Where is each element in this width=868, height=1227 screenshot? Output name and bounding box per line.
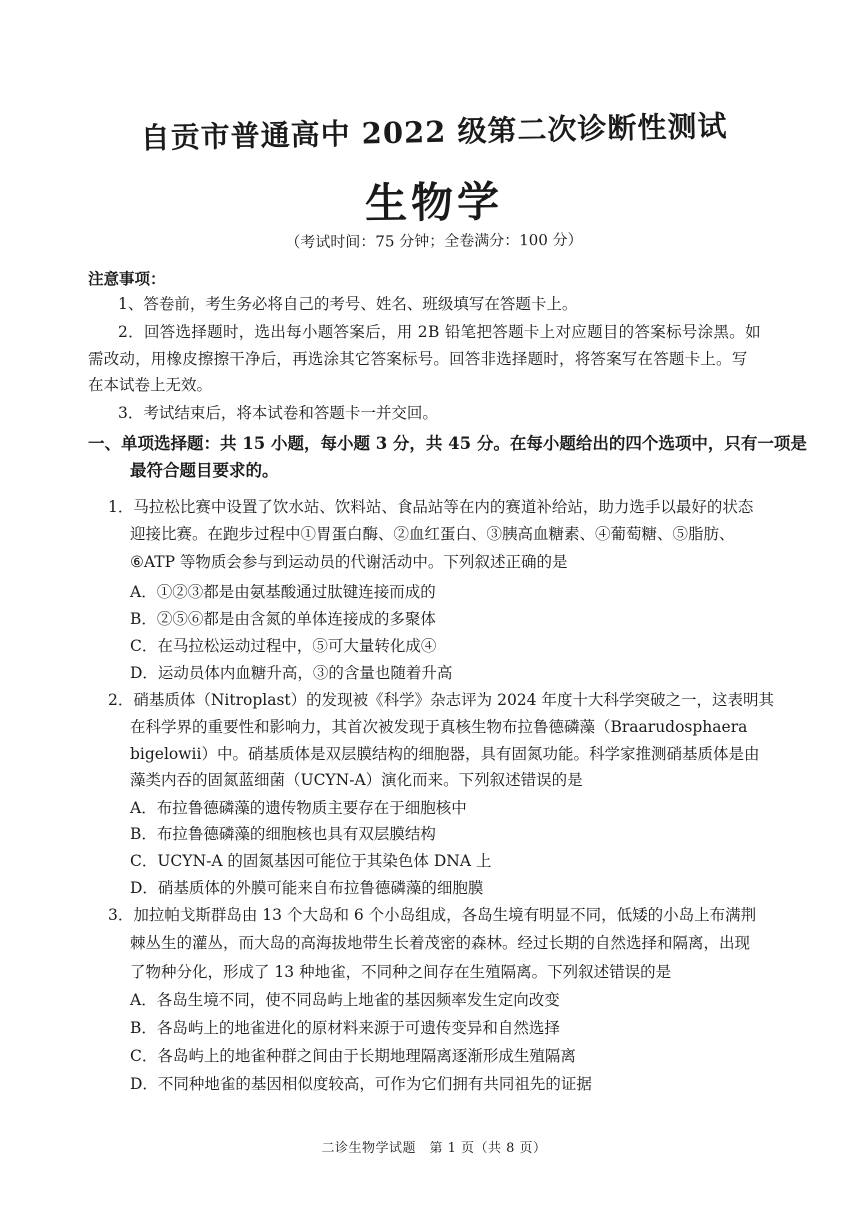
- question-2-stem: bigelowii）中。硝基质体是双层膜结构的细胞器，具有固氮功能。科学家推测硝基质体是由: [130, 745, 760, 763]
- section-heading-cont: 最符合题目要求的。: [130, 461, 279, 480]
- question-2-stem: 藻类内吞的固氮蓝细菌（UCYN-A）演化而来。下列叙述错误的是: [130, 771, 583, 789]
- question-3-stem: 棘丛生的灌丛，而大岛的高海拔地带生长着茂密的森林。经过长期的自然选择和隔离，出现: [130, 934, 751, 952]
- question-2-option-c: C．UCYN-A 的固氮基因可能位于其染色体 DNA 上: [130, 852, 492, 870]
- question-3-stem: 了物种分化，形成了 13 种地雀，不同种之间存在生殖隔离。下列叙述错误的是: [130, 963, 672, 981]
- exam-info: （考试时间：75 分钟；全卷满分：100 分）: [285, 230, 583, 252]
- question-3-option-c: C．各岛屿上的地雀种群之间由于长期地理隔离逐渐形成生殖隔离: [130, 1047, 576, 1065]
- question-3-option-d: D．不同种地雀的基因相似度较高，可作为它们拥有共同祖先的证据: [130, 1075, 592, 1093]
- question-2-option-b: B．布拉鲁德磷藻的细胞核也具有双层膜结构: [130, 825, 436, 843]
- question-3-stem: 3．加拉帕戈斯群岛由 13 个大岛和 6 个小岛组成，各岛生境有明显不同，低矮的小岛上布满荆: [108, 906, 757, 924]
- question-1-stem: 1．马拉松比赛中设置了饮水站、饮料站、食品站等在内的赛道补给站，助力选手以最好的状态: [108, 498, 754, 516]
- question-2-option-a: A．布拉鲁德磷藻的遗传物质主要存在于细胞核中: [130, 799, 467, 817]
- question-1-option-a: A．①②③都是由氨基酸通过肽键连接而成的: [130, 583, 436, 601]
- question-2-stem: 2．硝基质体（Nitroplast）的发现被《科学》杂志评为 2024 年度十大科学突破之一，这表明其: [108, 691, 774, 709]
- question-1-option-b: B．②⑤⑥都是由含氮的单体连接成的多聚体: [130, 610, 436, 628]
- notice-item-2: 2．回答选择题时，选出每小题答案后，用 2B 铅笔把答题卡上对应题目的答案标号涂黑。如: [118, 323, 761, 341]
- question-1-option-d: D．运动员体内血糖升高，③的含量也随着升高: [130, 664, 453, 682]
- notice-item-2-cont: 需改动，用橡皮擦擦干净后，再选涂其它答案标号。回答非选择题时，将答案写在答题卡上。写: [88, 350, 748, 368]
- question-2-stem: 在科学界的重要性和影响力，其首次被发现于真核生物布拉鲁德磷藻（Braarudosphaera: [130, 718, 748, 736]
- page-footer: 二诊生物学试题 第 1 页（共 8 页）: [321, 1141, 547, 1156]
- question-2-option-d: D．硝基质体的外膜可能来自布拉鲁德磷藻的细胞膜: [130, 879, 484, 897]
- question-3-option-b: B．各岛屿上的地雀进化的原材料来源于可遗传变异和自然选择: [130, 1019, 560, 1037]
- question-1-option-c: C．在马拉松运动过程中，⑤可大量转化成④: [130, 637, 437, 655]
- question-1-stem: ⑥ATP 等物质会参与到运动员的代谢活动中。下列叙述正确的是: [130, 553, 568, 571]
- subject-title: 生物学: [364, 177, 504, 228]
- notice-item-2-cont: 在本试卷上无效。: [88, 376, 213, 394]
- question-1-stem: 迎接比赛。在跑步过程中①胃蛋白酶、②血红蛋白、③胰高血糖素、④葡萄糖、⑤脂肪、: [130, 525, 735, 543]
- notice-item-1: 1、答卷前，考生务必将自己的考号、姓名、班级填写在答题卡上。: [118, 295, 578, 313]
- question-3-option-a: A．各岛生境不同，使不同岛屿上地雀的基因频率发生定向改变: [130, 991, 560, 1009]
- exam-title: 自贡市普通高中 2022 级第二次诊断性测试: [140, 108, 728, 156]
- notice-item-3: 3．考试结束后，将本试卷和答题卡一并交回。: [118, 404, 438, 422]
- section-heading: 一、单项选择题：共 15 小题，每小题 3 分，共 45 分。在每小题给出的四个选项中，只有一项是: [88, 434, 807, 453]
- notice-heading: 注意事项：: [88, 269, 166, 288]
